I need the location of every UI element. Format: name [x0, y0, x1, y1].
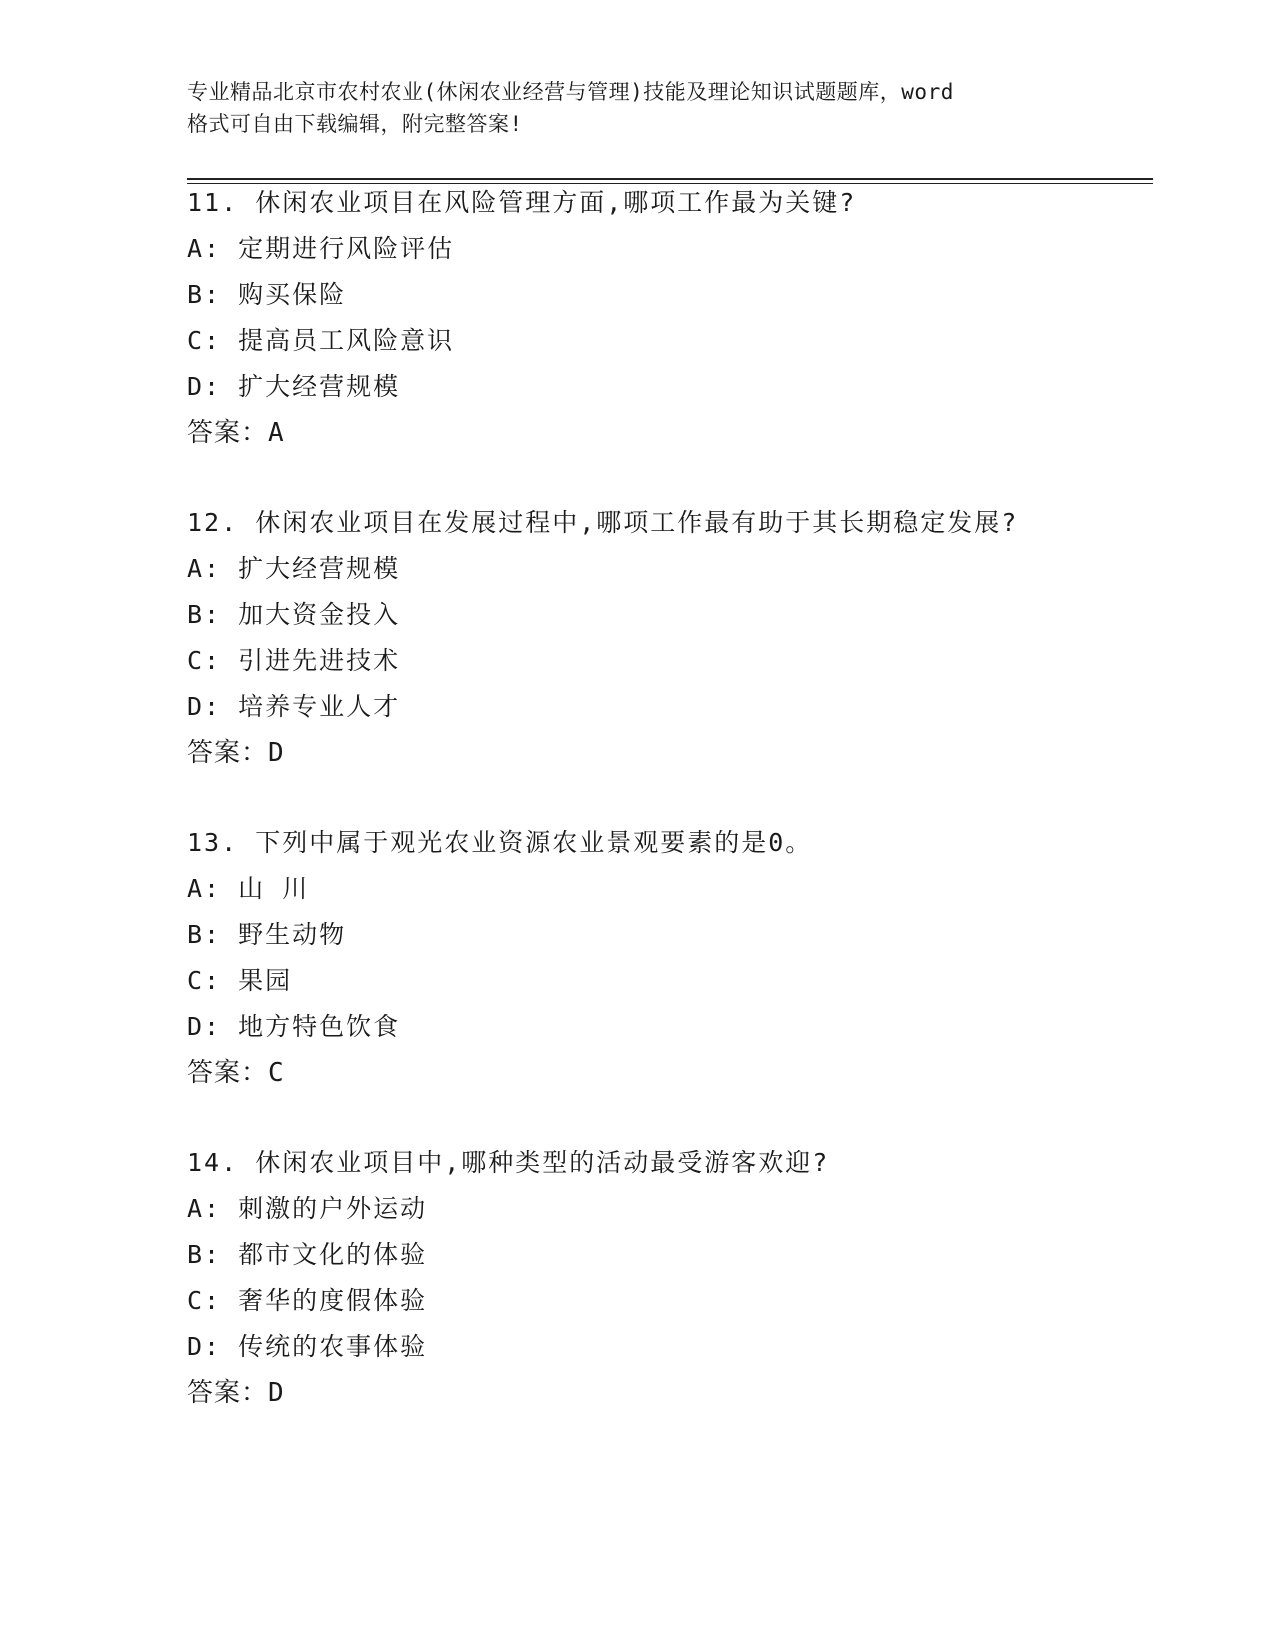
option-b: B: 购买保险	[187, 280, 347, 309]
header-line-2: 格式可自由下载编辑，附完整答案!	[187, 112, 523, 136]
question-title: 13. 下列中属于观光农业资源农业景观要素的是0。	[187, 828, 813, 857]
option-d: D: 地方特色饮食	[187, 1012, 401, 1041]
answer-line	[187, 410, 1147, 456]
option-d: D: 扩大经营规模	[187, 372, 401, 401]
header-line-1: 专业精品北京市农村农业(休闲农业经营与管理)技能及理论知识试题题库，word	[187, 80, 954, 104]
answer-line	[187, 730, 1147, 776]
document-header	[187, 76, 1067, 140]
answer-label: 答案：	[187, 738, 269, 768]
option-b: B: 野生动物	[187, 920, 347, 949]
answer-line	[187, 1370, 1147, 1416]
option-c: C: 奢华的度假体验	[187, 1286, 428, 1315]
question-title: 12. 休闲农业项目在发展过程中,哪项工作最有助于其长期稳定发展?	[187, 508, 1019, 537]
question-title: 14. 休闲农业项目中,哪种类型的活动最受游客欢迎?	[187, 1148, 830, 1177]
answer-label: 答案：	[187, 1378, 269, 1408]
answer-value: D	[268, 1378, 285, 1408]
option-c: C: 提高员工风险意识	[187, 326, 455, 355]
option-c: C: 引进先进技术	[187, 646, 401, 675]
answer-label: 答案：	[187, 1058, 269, 1088]
option-a: A: 扩大经营规模	[187, 554, 401, 583]
option-b: B: 加大资金投入	[187, 600, 401, 629]
question-13	[187, 820, 1147, 1096]
answer-line	[187, 1050, 1147, 1096]
option-d: D: 传统的农事体验	[187, 1332, 428, 1361]
option-a: A: 山 川	[187, 874, 310, 903]
question-14	[187, 1140, 1147, 1416]
question-title: 11. 休闲农业项目在风险管理方面,哪项工作最为关键?	[187, 188, 857, 217]
question-11	[187, 180, 1147, 456]
option-a: A: 定期进行风险评估	[187, 234, 455, 263]
question-12	[187, 500, 1147, 776]
answer-label: 答案：	[187, 418, 269, 448]
option-c: C: 果园	[187, 966, 293, 995]
answer-value: C	[268, 1058, 285, 1088]
answer-value: A	[268, 418, 285, 448]
answer-value: D	[268, 738, 285, 768]
option-b: B: 都市文化的体验	[187, 1240, 428, 1269]
option-d: D: 培养专业人才	[187, 692, 401, 721]
option-a: A: 刺激的户外运动	[187, 1194, 428, 1223]
